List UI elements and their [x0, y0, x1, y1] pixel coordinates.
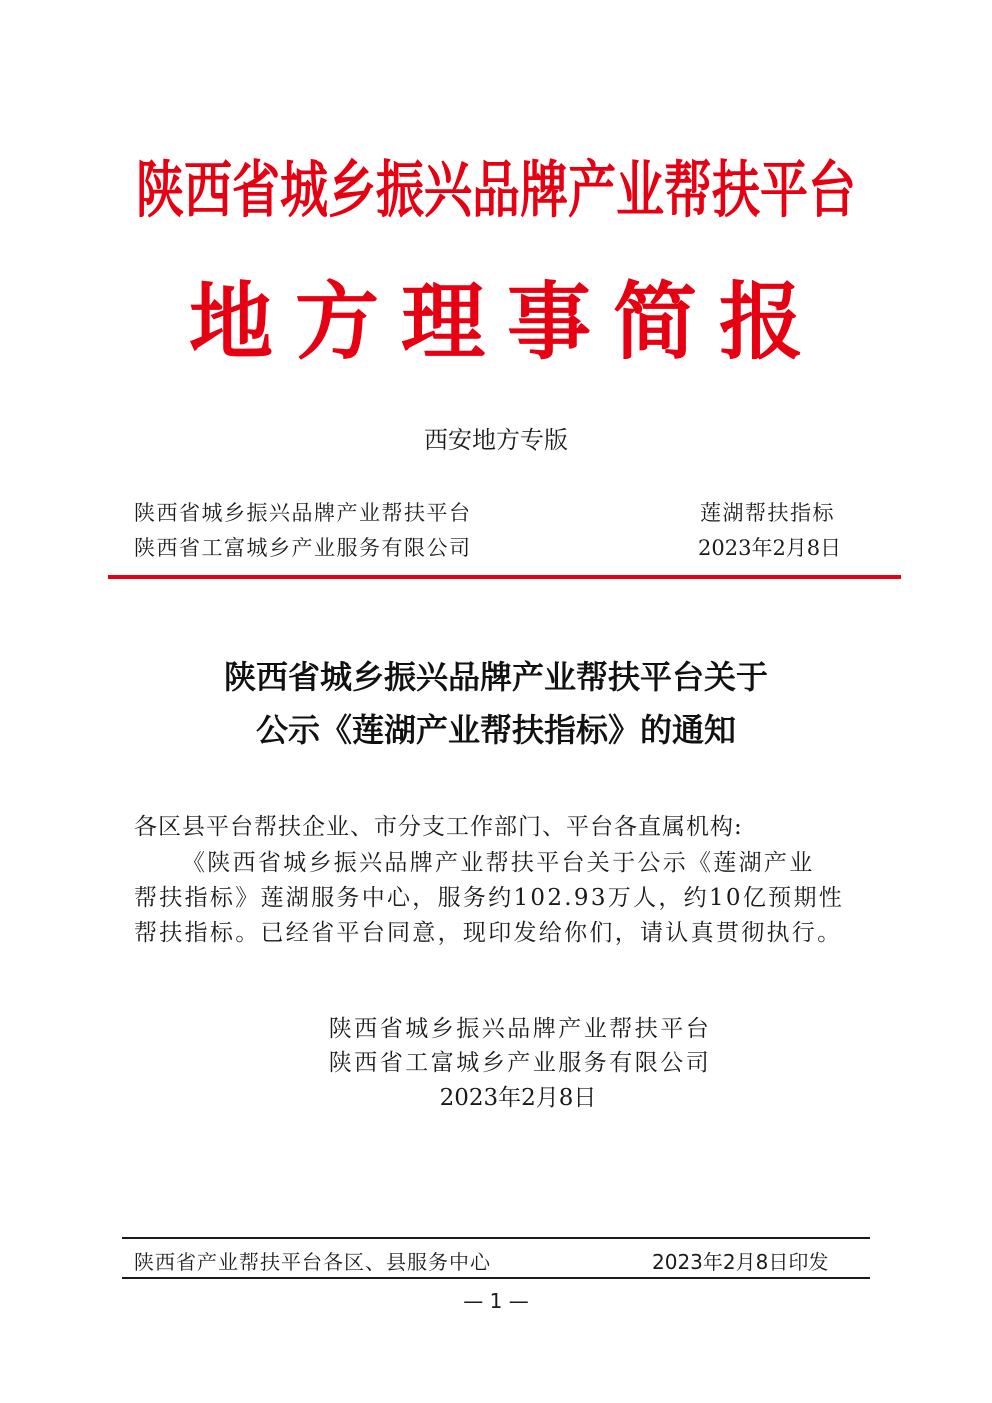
issue-date: 2023年2月8日: [698, 536, 842, 560]
signature-date: 2023年2月8日: [439, 1085, 597, 1111]
edition-label: 西安地方专版: [424, 426, 568, 454]
body-line: 帮扶指标。已经省平台同意，现印发给你们，请认真贯彻执行。: [134, 920, 843, 946]
signature-org-2: 陕西省工富城乡产业服务有限公司: [328, 1050, 712, 1076]
document-title-line-1: 陕西省城乡振兴品牌产业帮扶平台关于: [223, 658, 768, 696]
masthead-subtitle: 地方理事简报: [188, 272, 825, 371]
red-divider: [108, 575, 901, 579]
masthead-title: 陕西省城乡振兴品牌产业帮扶平台: [135, 154, 856, 227]
issuer-name-2: 陕西省工富城乡产业服务有限公司: [134, 536, 472, 560]
document-title-line-2: 公示《莲湖产业帮扶指标》的通知: [255, 711, 736, 749]
footer-top-rule: [122, 1237, 870, 1239]
page-number: — 1 —: [463, 1289, 529, 1313]
issue-label: 莲湖帮扶指标: [700, 501, 835, 525]
body-line: 《陕西省城乡振兴品牌产业帮扶平台关于公示《莲湖产业: [182, 850, 815, 876]
footer-print-date: 2023年2月8日印发: [652, 1250, 829, 1274]
footer-distribution: 陕西省产业帮扶平台各区、县服务中心: [134, 1250, 491, 1274]
body-line: 帮扶指标》莲湖服务中心，服务约102.93万人，约10亿预期性: [134, 885, 845, 911]
salutation: 各区县平台帮扶企业、市分支工作部门、平台各直属机构:: [134, 814, 743, 840]
issuer-name-1: 陕西省城乡振兴品牌产业帮扶平台: [134, 501, 472, 525]
footer-bottom-rule: [122, 1277, 870, 1279]
signature-org-1: 陕西省城乡振兴品牌产业帮扶平台: [328, 1016, 712, 1042]
